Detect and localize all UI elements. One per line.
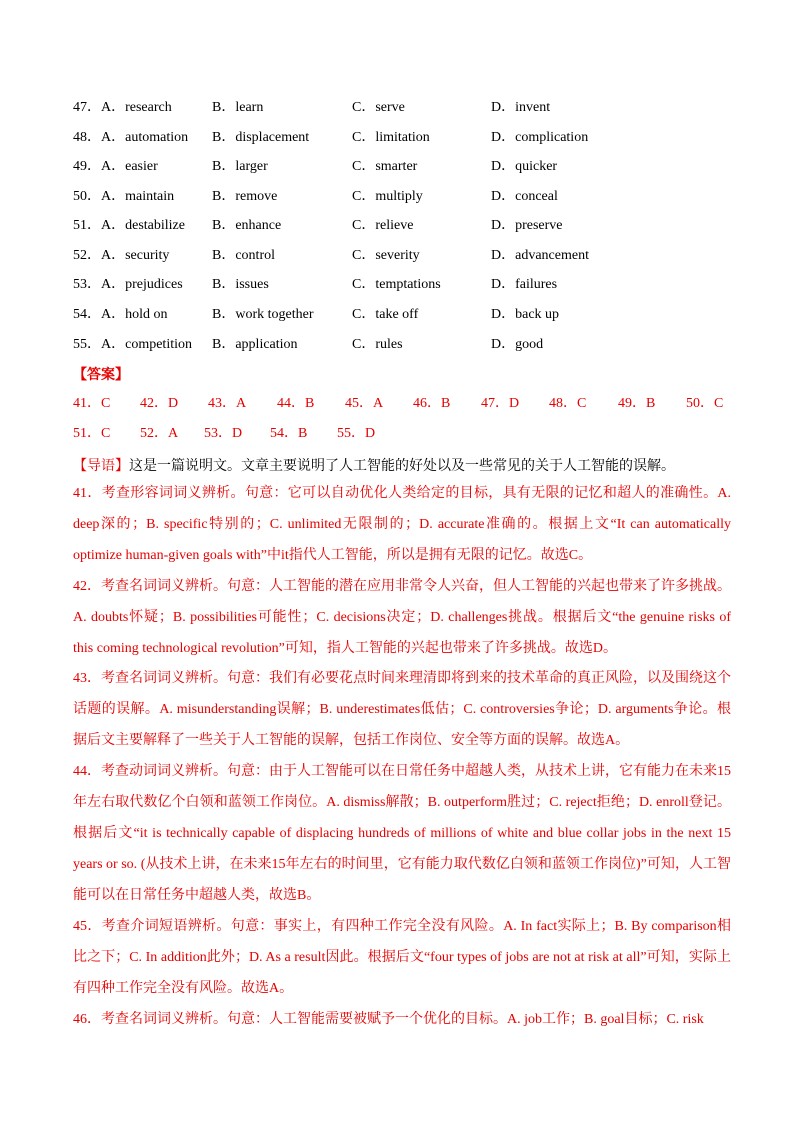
answer-item: 54．B bbox=[270, 426, 308, 441]
option-d: D．preserve bbox=[491, 218, 563, 233]
answer-item: 51．C bbox=[73, 426, 111, 441]
option-b: B．remove bbox=[212, 189, 278, 204]
option-d: D．conceal bbox=[491, 189, 558, 204]
answer-item: 52．A bbox=[140, 426, 179, 441]
option-a: 48．A．automation bbox=[73, 130, 189, 145]
guide-text: 这是一篇说明文。文章主要说明了人工智能的好处以及一些常见的关于人工智能的误解。 bbox=[129, 459, 675, 474]
answer-item: 55．D bbox=[337, 426, 376, 441]
explanation-43: 43．考查名词词义辨析。句意：我们有必要花点时间来理清即将到来的技术革命的真正风险，以及围绕这个话题的误解。A. misunderstanding误解；B. underestimates低估；C. controversies争论；D. arguments争论。根据后文主要解释了一些关于人工智能的误解，包括工作岗位、安全等方面的误解。故选A。 bbox=[73, 671, 731, 748]
option-c: C．temptations bbox=[352, 277, 441, 292]
answer-item: 46．B bbox=[413, 396, 451, 411]
option-a: 47．A．research bbox=[73, 100, 172, 115]
explanation-41: 41．考查形容词词义辨析。句意：它可以自动优化人类给定的目标，具有无限的记忆和超人的准确性。A. deep深的；B. specific特别的；C. unlimited无限制的；D. accurate准确的。根据上文“It can automatically optimize human-given goals with”中it指代人工智能，所以是拥有无限的记忆。故选C。 bbox=[73, 486, 731, 563]
explanation-46: 46．考查名词词义辨析。句意：人工智能需要被赋予一个优化的目标。A. job工作；B. goal目标；C. risk bbox=[73, 1012, 704, 1027]
option-c: C．multiply bbox=[352, 189, 423, 204]
option-b: B．displacement bbox=[212, 130, 310, 145]
option-d: D．complication bbox=[491, 130, 589, 145]
option-b: B．work together bbox=[212, 307, 314, 322]
option-a: 52．A．security bbox=[73, 248, 170, 263]
answer-item: 53．D bbox=[204, 426, 243, 441]
answer-item: 42．D bbox=[140, 396, 179, 411]
option-b: B．larger bbox=[212, 159, 268, 174]
explanation-45: 45．考查介词短语辨析。句意：事实上，有四种工作完全没有风险。A. In fact实际上；B. By comparison相比之下；C. In addition此外；D. As a result因此。根据后文“four types of jobs are not at risk at all”可知，实际上有四种工作完全没有风险。故选A。 bbox=[73, 919, 731, 996]
option-d: D．advancement bbox=[491, 248, 589, 263]
option-c: C．severity bbox=[352, 248, 420, 263]
option-a: 50．A．maintain bbox=[73, 189, 175, 204]
option-a: 49．A．easier bbox=[73, 159, 158, 174]
explanation-42: 42．考查名词词义辨析。句意：人工智能的潜在应用非常令人兴奋，但人工智能的兴起也带来了许多挑战。A. doubts怀疑；B. possibilities可能性；C. decisions决定；D. challenges挑战。根据后文“the genuine risks of this coming technological revolution”可知，指人工智能的兴起也带来了许多挑战。故选D。 bbox=[73, 579, 731, 656]
option-b: B．issues bbox=[212, 277, 269, 292]
option-d: D．back up bbox=[491, 307, 560, 322]
option-c: C．take off bbox=[352, 307, 419, 322]
option-c: C．smarter bbox=[352, 159, 418, 174]
guide-label: 【导语】 bbox=[73, 459, 129, 474]
option-c: C．rules bbox=[352, 337, 403, 352]
option-d: D．quicker bbox=[491, 159, 558, 174]
explanation-44: 44．考查动词词义辨析。句意：由于人工智能可以在日常任务中超越人类，从技术上讲，它有能力在未来15年左右取代数亿个白领和蓝领工作岗位。A. dismiss解散；B. outperform胜过；C. reject拒绝；D. enroll登记。根据后文“it is technically capable of displacing hundreds of millions of white and blue collar jobs in the next 15 years or so. (从技术上讲，在未来15年左右的时间里，它有能力取代数亿白领和蓝领工作岗位)”可知，人工智能可以在日常任务中超越人类，故选B。 bbox=[73, 764, 731, 903]
option-c: C．limitation bbox=[352, 130, 430, 145]
option-c: C．relieve bbox=[352, 218, 414, 233]
option-a: 53．A．prejudices bbox=[73, 277, 183, 292]
option-b: B．application bbox=[212, 337, 298, 352]
option-a: 51．A．destabilize bbox=[73, 218, 185, 233]
answer-item: 49．B bbox=[618, 396, 656, 411]
option-a: 54．A．hold on bbox=[73, 307, 168, 322]
answer-item: 50．C bbox=[686, 396, 724, 411]
option-b: B．control bbox=[212, 248, 275, 263]
option-d: D．failures bbox=[491, 277, 558, 292]
option-a: 55．A．competition bbox=[73, 337, 192, 352]
answer-item: 41．C bbox=[73, 396, 111, 411]
option-d: D．invent bbox=[491, 100, 551, 115]
answer-item: 44．B bbox=[277, 396, 315, 411]
option-c: C．serve bbox=[352, 100, 405, 115]
answer-item: 43．A bbox=[208, 396, 247, 411]
answer-heading: 【答案】 bbox=[73, 368, 129, 383]
answer-item: 48．C bbox=[549, 396, 587, 411]
option-b: B．enhance bbox=[212, 218, 282, 233]
answer-item: 47．D bbox=[481, 396, 520, 411]
option-d: D．good bbox=[491, 337, 544, 352]
option-b: B．learn bbox=[212, 100, 264, 115]
answer-item: 45．A bbox=[345, 396, 384, 411]
